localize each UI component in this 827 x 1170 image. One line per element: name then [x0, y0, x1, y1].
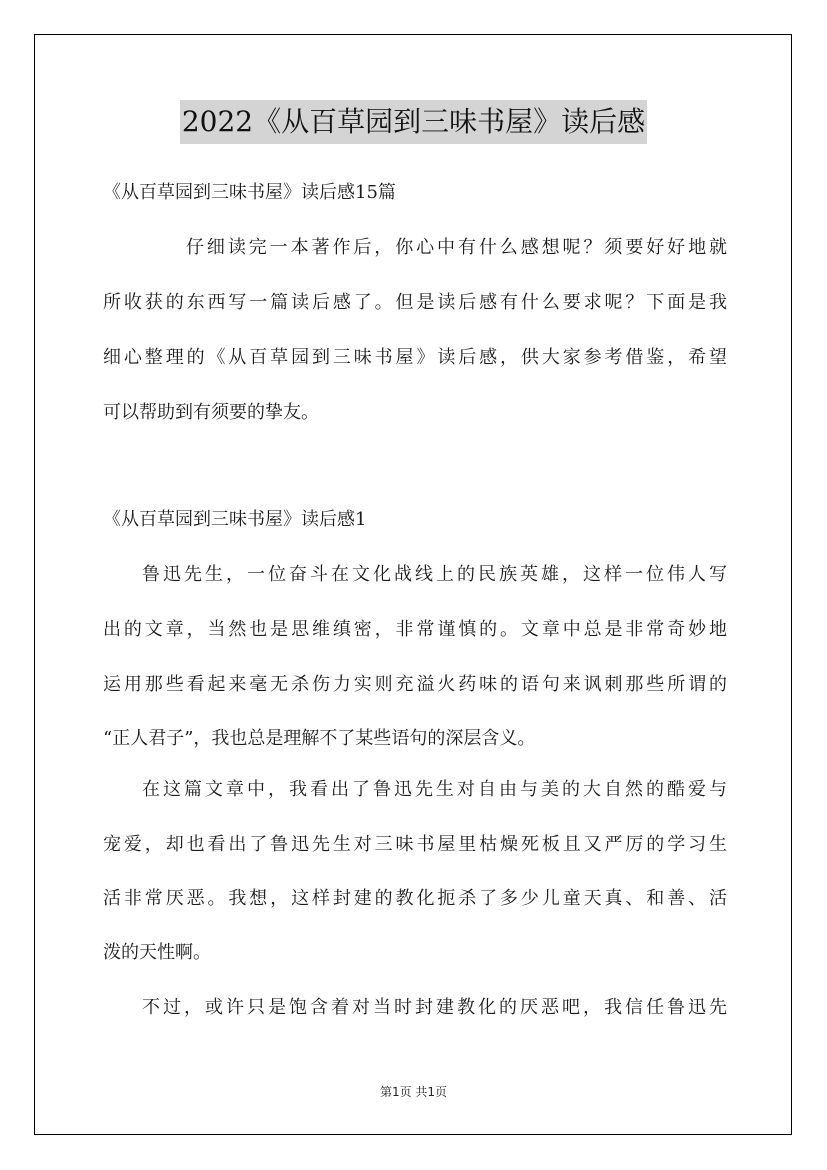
intro-line: 细心整理的《从百草园到三味书屋》读后感，供大家参考借鉴，希望 [103, 347, 727, 368]
section-heading: 《从百草园到三味书屋》读后感1 [103, 509, 367, 530]
document-title: 2022《从百草园到三味书屋》读后感 [180, 100, 647, 144]
body-line: “正人君子”，我也总是理解不了某些语句的深层含义。 [103, 728, 536, 749]
intro-line: 仔细读完一本著作后，你心中有什么感想呢？须要好好地就 [186, 237, 727, 258]
body-line: 泼的天性啊。 [103, 942, 211, 963]
body-line: 运用那些看起来毫无杀伤力实则充溢火药味的语句来讽刺那些所谓的 [103, 674, 727, 695]
body-line: 不过，或许只是饱含着对当时封建教化的厌恶吧，我信任鲁迅先 [142, 997, 727, 1018]
body-line: 宠爱，却也看出了鲁迅先生对三味书屋里枯燥死板且又严厉的学习生 [103, 834, 727, 855]
intro-line: 所收获的东西写一篇读后感了。但是读后感有什么要求呢？下面是我 [103, 292, 727, 313]
body-line: 活非常厌恶。我想，这样封建的教化扼杀了多少儿童天真、和善、活 [103, 888, 727, 909]
subtitle: 《从百草园到三味书屋》读后感15篇 [103, 182, 396, 203]
body-line: 鲁迅先生，一位奋斗在文化战线上的民族英雄，这样一位伟人写 [142, 564, 727, 585]
body-line: 出的文章，当然也是思维缜密，非常谨慎的。文章中总是非常奇妙地 [103, 619, 727, 640]
title-container [0, 100, 827, 144]
body-line: 在这篇文章中，我看出了鲁迅先生对自由与美的大自然的酷爱与 [142, 779, 727, 800]
page-number: 第1页 共1页 [379, 1085, 448, 1099]
intro-line: 可以帮助到有须要的挚友。 [103, 402, 319, 423]
